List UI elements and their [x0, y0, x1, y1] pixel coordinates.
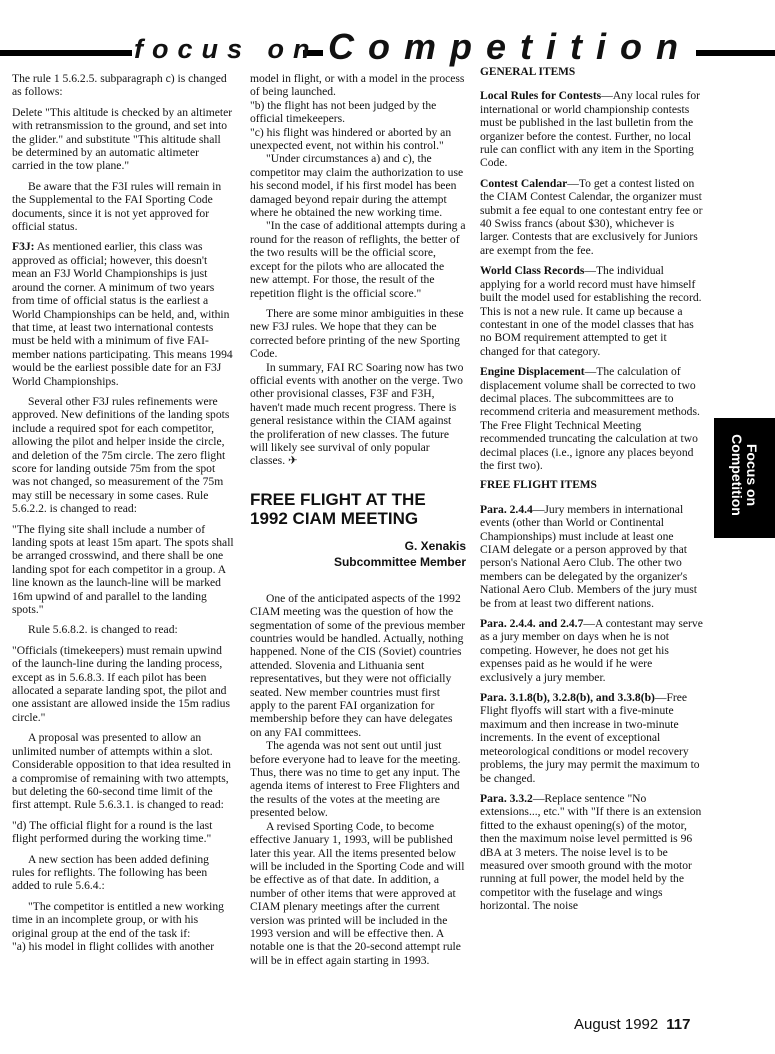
paragraph-text: —Jury members in international events (other than World or Continental Championships) must include at least one CIAM delegate or a person approved by that person's National Aero Club. The other two members can be delegated by the organizer's National Aero Club. Members of the jury must be from at least two different nations.: [480, 502, 698, 610]
run-in-head: Para. 2.4.4. and 2.4.7: [480, 617, 584, 631]
paragraph-text: —To get a contest listed on the CIAM Contest Calendar, the organizer must submit a fee equal to one contestant entry fee or 40 Swiss francs (about $30), whichever is larger. Contests that are exclusively for Juniors are exempt from the fee.: [480, 176, 703, 257]
run-in-head: Local Rules for Contests: [480, 89, 602, 103]
quote: "The competitor is entitled a new working time in an incomplete group, or with his original group at the end of the task if:: [12, 899, 224, 940]
section-heading-general: GENERAL ITEMS: [480, 66, 576, 78]
paragraph-local-rules: [480, 89, 704, 169]
column-2: [250, 72, 466, 967]
column-1: [12, 72, 234, 953]
run-in-head: Para. 3.3.2: [480, 791, 533, 805]
paragraph-world-records: [480, 264, 704, 358]
run-in-head: Engine Displacement: [480, 365, 585, 379]
section-header: [0, 28, 775, 70]
paragraph-text: —Replace sentence "No extensions..., etc." with "If there is an extension fitted to the exhaust opening(s) of the motor, then the maximum noise level permitted is 96 dBA at 3 meters. The noise level is to be measured over smooth ground with the motor running at full power, the model held by the competitor with the fuselage and wings horizontal. The noise: [480, 791, 702, 913]
run-in-head: World Class Records: [480, 264, 585, 278]
author-name: G. Xenakis: [404, 538, 466, 553]
quote: "The flying site shall include a number of landing spots at least 15m apart. The spots shall be arranged crosswind, and there shall be one landing spot for each competitor in a group. A line known as the launch-line will be marked 16m upwind of and parallel to the landing spots.": [12, 522, 234, 617]
quote: "Officials (timekeepers) must remain upwind of the launch-line during the landing process, except as in 5.6.8.3. If each pilot has been allocated a separate landing spot, the pilot and one assistant are allowed inside the 15m radius circle.": [12, 643, 230, 724]
paragraph-para-2-4-4: [480, 503, 704, 610]
paragraph: "In the case of additional attempts during a round for the reason of reflights, the better of the two results will be the official score, except for the pilots who are allocated the new attempt. For those, the result of the repetition flight is the official score.": [250, 219, 466, 300]
paragraph: The rule 1 5.6.2.5. subparagraph c) is changed as follows:: [12, 72, 227, 99]
paragraph: Rule 5.6.8.2. is changed to read:: [28, 623, 178, 637]
paragraph-text: —Any local rules for international or world championship contests must be published in the last bulletin from the organizer before the contest. Further, no local rule can conflict with any item in the Sporting Code.: [480, 89, 701, 170]
header-rule-left: [0, 50, 132, 56]
paragraph: Delete "This altitude is checked by an altimeter with retransmission to the ground, and set into the glider." and substitute "This altitude shall be determined by an automatic altimeter carried in the tow plane.": [12, 105, 233, 173]
paragraph: In summary, FAI RC Soaring now has two official events with another on the verge. Two other provisional classes, F3F and F3H, haven't made much recent progress. There is general resistance within the CIAM against the proliferation of new classes. The future will likely see survival of only popular classes. ✈: [250, 360, 464, 468]
header-title: Competition: [328, 26, 692, 67]
paragraph: model in flight, or with a model in the process of being launched.: [250, 72, 465, 99]
paragraph-text: —A contestant may serve as a jury member on days when he is not competing. However, he does not get his expenses paid as he would if he were exclusively a jury member.: [480, 617, 703, 684]
page-number: 117: [666, 1016, 691, 1033]
paragraph-text: —Free Flight flyoffs will start with a five-minute maximum and then increase in two-minute increments. In the event of exceptional meteorological conditions or model recovery problems, the jury may permit the maximum to be changed.: [480, 691, 700, 785]
paragraph-text: As mentioned earlier, this class was approved as official; however, this doesn't mean an F3J World Championships is just around the corner. A minimum of two years from time of official status is the earliest a World Championships can be held, and, within that time, at least two international contests must be held with a minimum of five FAI-member nations participating. This means 1994 would be the earliest possible date for an F3J World Championships.: [12, 240, 233, 388]
paragraph-f3j: [12, 240, 234, 387]
paragraph: The agenda was not sent out until just before everyone had to leave for the meeting. Thus, there was no time to get any input. The agenda items of interest to Free Flighters and the results of the votes at the meeting are presented below.: [250, 739, 461, 820]
paragraph-text: —The calculation of displacement volume shall be corrected to two decimal places. The subcommittees are to recommend criteria and measurement methods. The Free Flight Technical Meeting recommended truncating the calculation at two decimal places (i.e., ignore any places beyond the first two).: [480, 365, 700, 472]
author-role: Subcommittee Member: [333, 554, 466, 569]
run-in-head: Contest Calendar: [480, 176, 568, 190]
section-heading-free-flight: FREE FLIGHT ITEMS: [480, 479, 597, 492]
paragraph: "b) the flight has not been judged by the official timekeepers.: [250, 98, 437, 126]
paragraph: One of the anticipated aspects of the 1992 CIAM meeting was the question of how the segmentation of some of the previous member countries would be handled. Actually, nothing happened. None of the CIS (Soviet) countries attended. Slovenia and Lithuania sent representatives, but they were not officially seated. New member countries must first apply to the parent FAI organization for membership before they can have delegates on any FAI committees.: [250, 591, 466, 739]
page-footer: [574, 1016, 690, 1033]
article-title: FREE FLIGHT AT THE 1992 CIAM MEETING: [250, 489, 426, 528]
run-in-head: Para. 2.4.4: [480, 502, 533, 516]
paragraph: Be aware that the F3I rules will remain in the Supplemental to the FAI Sporting Code documents, since it is not yet approved for official status.: [12, 179, 222, 234]
paragraph-engine-displacement: [480, 365, 704, 472]
paragraph: A new section has been added defining rules for reflights. The following has been added to rule 5.6.4.:: [12, 852, 209, 893]
paragraph: "Under circumstances a) and c), the competitor may claim the authorization to use his second model, if his first model has been damaged beyond repair during the attempt where he obtained the new working time.: [250, 152, 464, 220]
header-prefix: focus on: [134, 34, 319, 64]
paragraph: There are some minor ambiguities in these new F3J rules. We hope that they can be corrected before printing of the new Sporting Code.: [250, 306, 464, 361]
paragraph-para-2-4-7: [480, 617, 704, 684]
paragraph-contest-calendar: [480, 177, 704, 257]
paragraph: A proposal was presented to allow an unlimited number of attempts within a slot. Considerable opposition to that idea resulted in a compromise of remaining with two attempts, but deleting the 60-second time limit of the first attempt. Rule 5.6.3.1. is changed to read:: [12, 731, 231, 812]
side-tab-label: Focus on Competition: [729, 434, 760, 516]
paragraph-para-3-3-2: [480, 792, 704, 913]
run-in-head: F3J:: [12, 240, 35, 254]
paragraph-text: —The individual applying for a world record must have himself built the model used for establishing the record. This is not a new rule. It came up because a contestant in one of the model classes that has no BOM requirement attempted to get it changed for that category.: [480, 264, 702, 358]
quote: "a) his model in flight collides with another: [12, 939, 215, 953]
byline: [250, 538, 466, 570]
paragraph: "c) his flight was hindered or aborted by an unexpected event, not within his control.": [250, 125, 452, 153]
paragraph-para-3-1-8: [480, 691, 704, 785]
paragraph: Several other F3J rules refinements were approved. New definitions of the landing spots include a required spot for each competitor, allowing the pilot and helper inside the circle, and deletion of the 75m circle. The zero flight score for landing outside 75m from the spot was not changed, so measurement of the 75m may still be necessary in some cases. Rule 5.6.2.2. is changed to read:: [12, 394, 230, 516]
section-side-tab: [714, 418, 775, 538]
issue-date: August 1992: [574, 1016, 659, 1033]
run-in-head: Para. 3.1.8(b), 3.2.8(b), and 3.3.8(b): [480, 691, 655, 705]
paragraph: A revised Sporting Code, to become effective January 1, 1993, will be published later this year. All the items presented below will be included in the Sporting Code and will be effective as of that date. In addition, a number of other items that were approved at CIAM plenary meetings after the current version was printed will be included in the 1993 version and will be effective then. A notable one is that the 20-second attempt rule will be in effect again starting in 1993.: [250, 819, 465, 967]
column-3: [480, 66, 704, 913]
quote: "d) The official flight for a round is the last flight performed during the working time.": [12, 818, 213, 846]
header-rule-right: [696, 50, 775, 56]
